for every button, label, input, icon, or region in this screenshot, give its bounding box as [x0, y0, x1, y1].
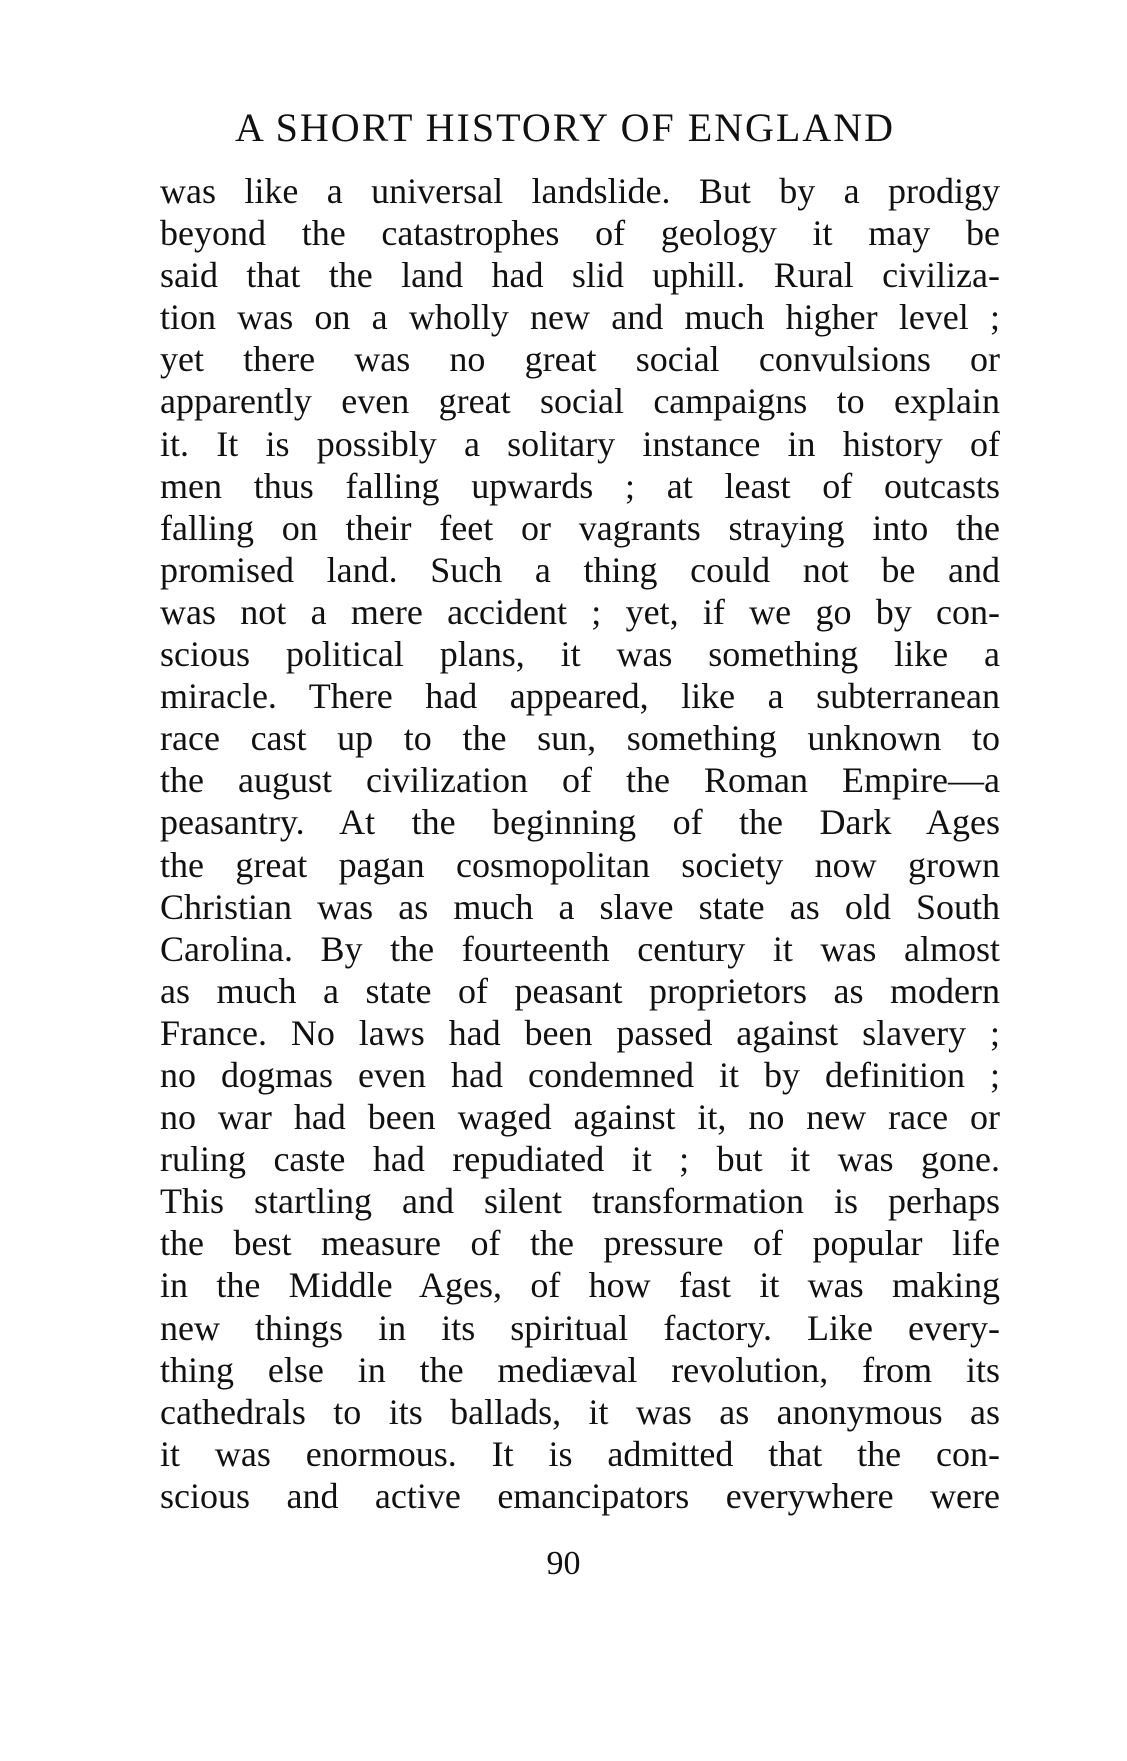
text-line: This startling and silent transformation is perhaps [160, 1181, 1000, 1222]
text-line: falling on their feet or vagrants straying into the [160, 507, 1000, 548]
text-line: it was enormous. It is admitted that the con- [160, 1433, 1000, 1474]
text-line: scious and active emancipators everywhere were [160, 1475, 1000, 1516]
text-line: miracle. There had appeared, like a subterranean [160, 676, 1000, 717]
text-line: cathedrals to its ballads, it was as anonymous as [160, 1391, 1000, 1432]
text-line: was like a universal landslide. But by a prodigy [160, 171, 1000, 211]
text-line: new things in its spiritual factory. Like every- [160, 1307, 1000, 1348]
text-line: apparently even great social campaigns to explain [160, 381, 1000, 422]
text-line: race cast up to the sun, something unknown to [160, 718, 1000, 759]
text-line: the great pagan cosmopolitan society now grown [160, 844, 1000, 885]
text-line: tion was on a wholly new and much higher level ; [160, 297, 1000, 338]
text-line: no dogmas even had condemned it by definition ; [160, 1054, 1000, 1095]
text-line: as much a state of peasant proprietors as modern [160, 970, 1000, 1011]
text-line: said that the land had slid uphill. Rural civiliza- [160, 255, 1000, 296]
text-line: scious political plans, it was something like a [160, 634, 1000, 675]
text-line: men thus falling upwards ; at least of outcasts [160, 465, 1000, 506]
text-line: peasantry. At the beginning of the Dark Ages [160, 802, 1000, 843]
body-text [160, 170, 1000, 1517]
text-line: in the Middle Ages, of how fast it was making [160, 1265, 1000, 1306]
text-line: the august civilization of the Roman Empire—a [160, 760, 1000, 801]
text-line: ruling caste had repudiated it ; but it was gone. [160, 1139, 1000, 1180]
text-line: it. It is possibly a solitary instance in history of [160, 423, 1000, 464]
text-line: beyond the catastrophes of geology it may be [160, 213, 1000, 254]
text-line: the best measure of the pressure of popular life [160, 1223, 1000, 1264]
text-line: yet there was no great social convulsions or [160, 339, 1000, 380]
text-line: promised land. Such a thing could not be and [160, 549, 1000, 590]
text-line: was not a mere accident ; yet, if we go by con- [160, 591, 1000, 632]
text-line: thing else in the mediæval revolution, from its [160, 1349, 1000, 1390]
running-head-title: A SHORT HISTORY OF ENGLAND [234, 105, 896, 150]
text-line: France. No laws had been passed against slavery ; [160, 1012, 1000, 1053]
page-number: 90 [546, 1545, 581, 1582]
text-line: no war had been waged against it, no new race or [160, 1097, 1000, 1138]
text-line: Carolina. By the fourteenth century it was almost [160, 928, 1000, 969]
text-line: Christian was as much a slave state as old South [160, 886, 1000, 927]
